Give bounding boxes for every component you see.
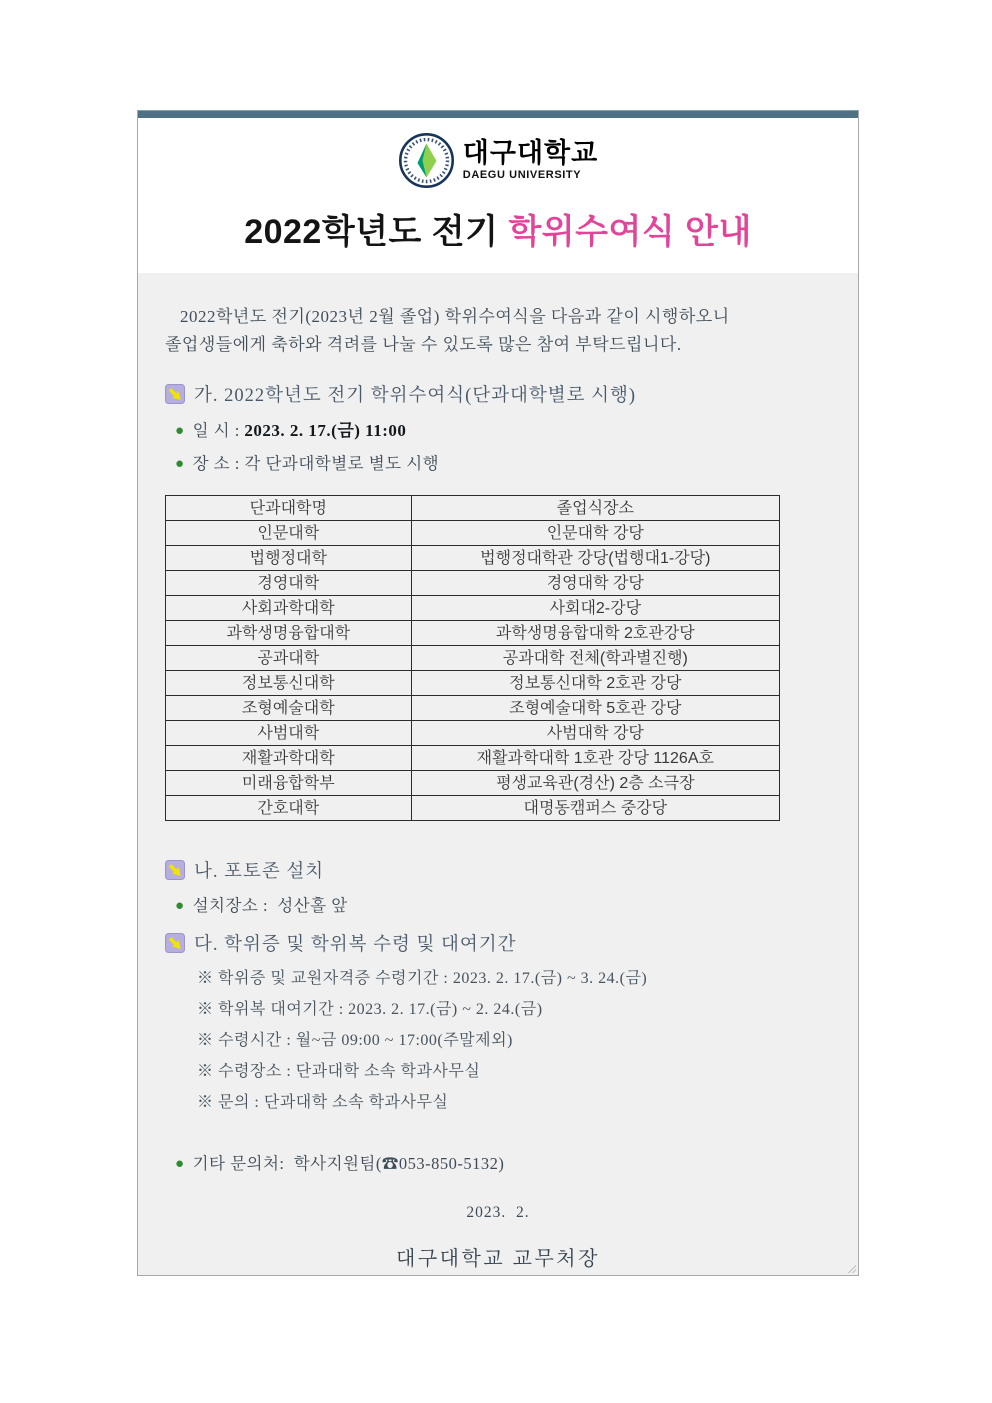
college-cell: 재활과학대학 [166,746,412,771]
intro-line-1: 2022학년도 전기(2023년 2월 졸업) 학위수여식을 다음과 같이 시행하오니 [180,307,730,327]
page-title [138,214,858,251]
college-cell: 법행정대학 [166,546,412,571]
notes-list [197,970,831,1112]
document-date: 2023. 2. [466,1204,530,1222]
location-text: 장 소 : 각 단과대학별로 별도 시행 [192,454,440,474]
col-header-venue: 졸업식장소 [411,496,779,521]
venue-cell: 인문대학 강당 [411,521,779,546]
section-b-heading-text: 나. 포토존 설치 [194,862,325,883]
table-row [166,546,780,571]
table-row [166,521,780,546]
table-row [166,596,780,621]
university-seal-icon [398,132,455,189]
photozone-place-text: 설치장소 : 성산홀 앞 [192,896,348,916]
table-row [166,696,780,721]
signature: 대구대학교 교무처장 [396,1248,600,1271]
college-cell: 정보통신대학 [166,671,412,696]
datetime-value: 2023. 2. 17.(금) 11:00 [244,421,407,441]
table-header-row [166,496,780,521]
note-item: ※ 학위복 대여기간 : 2023. 2. 17.(금) ~ 2. 24.(금) [197,1001,543,1019]
note-item: ※ 학위증 및 교원자격증 수령기간 : 2023. 2. 17.(금) ~ 3. 24.(금) [197,970,648,988]
green-bullet-icon: ● [175,456,185,473]
photozone-place-line [175,892,831,916]
contact-text: 기타 문의처: 학사지원팀(☎053-850-5132) [192,1154,505,1174]
college-cell: 조형예술대학 [166,696,412,721]
college-cell: 인문대학 [166,521,412,546]
arrow-bullet-icon [165,384,185,404]
table-row [166,721,780,746]
document-body [138,273,858,1275]
datetime-label: 일 시 : [192,421,245,441]
college-cell: 과학생명융합대학 [166,621,412,646]
intro-paragraph [165,303,831,359]
table-row [166,771,780,796]
datetime-line [175,416,831,441]
section-c-heading-text: 다. 학위증 및 학위복 수령 및 대여기간 [194,935,517,956]
college-cell: 미래융합학부 [166,771,412,796]
university-logo-text [463,140,598,181]
college-cell: 사범대학 [166,721,412,746]
venue-cell: 재활과학대학 1호관 강당 1126A호 [411,746,779,771]
venue-cell: 정보통신대학 2호관 강당 [411,671,779,696]
document-header [138,118,858,273]
table-row [166,671,780,696]
university-logo [398,132,598,189]
venue-table [165,495,780,821]
notice-document [137,110,859,1276]
venue-cell: 대명동캠퍼스 중강당 [411,796,779,821]
table-row [166,796,780,821]
venue-cell: 사회대2-강당 [411,596,779,621]
venue-cell: 조형예술대학 5호관 강당 [411,696,779,721]
university-name-english: DAEGU UNIVERSITY [462,169,582,181]
section-a-heading-text: 가. 2022학년도 전기 학위수여식(단과대학별로 시행) [194,386,636,407]
university-name-korean: 대구대학교 [462,138,599,168]
section-b-heading [165,857,831,883]
note-item: ※ 수령시간 : 월~금 09:00 ~ 17:00(주말제외) [197,1032,513,1050]
venue-cell: 공과대학 전체(학과별진행) [411,646,779,671]
top-accent-bar [138,110,858,118]
arrow-bullet-icon [165,933,185,953]
venue-cell: 평생교육관(경산) 2층 소극장 [411,771,779,796]
location-line [175,450,831,474]
college-cell: 사회과학대학 [166,596,412,621]
arrow-bullet-icon [165,860,185,880]
venue-cell: 사범대학 강당 [411,721,779,746]
section-a-heading [165,381,831,407]
green-bullet-icon: ● [175,1156,185,1173]
contact-line [175,1150,831,1174]
venue-cell: 경영대학 강당 [411,571,779,596]
page-title-black: 2022학년도 전기 [244,213,509,251]
college-cell: 간호대학 [166,796,412,821]
note-item: ※ 수령장소 : 단과대학 소속 학과사무실 [197,1063,481,1081]
page-title-pink: 학위수여식 안내 [508,213,752,251]
green-bullet-icon: ● [175,423,185,440]
college-cell: 경영대학 [166,571,412,596]
intro-line-2: 졸업생들에게 축하와 격려를 나눌 수 있도록 많은 참여 부탁드립니다. [165,335,682,355]
datetime-text [193,416,407,441]
table-row [166,646,780,671]
note-item: ※ 문의 : 단과대학 소속 학과사무실 [197,1094,449,1112]
table-row [166,746,780,771]
green-bullet-icon: ● [175,898,185,915]
venue-cell: 법행정대학관 강당(법행대1-강당) [411,546,779,571]
section-c-heading [165,930,831,956]
table-row [166,571,780,596]
resize-grip[interactable] [846,1263,856,1273]
col-header-college: 단과대학명 [166,496,412,521]
venue-cell: 과학생명융합대학 2호관강당 [411,621,779,646]
college-cell: 공과대학 [166,646,412,671]
table-row [166,621,780,646]
